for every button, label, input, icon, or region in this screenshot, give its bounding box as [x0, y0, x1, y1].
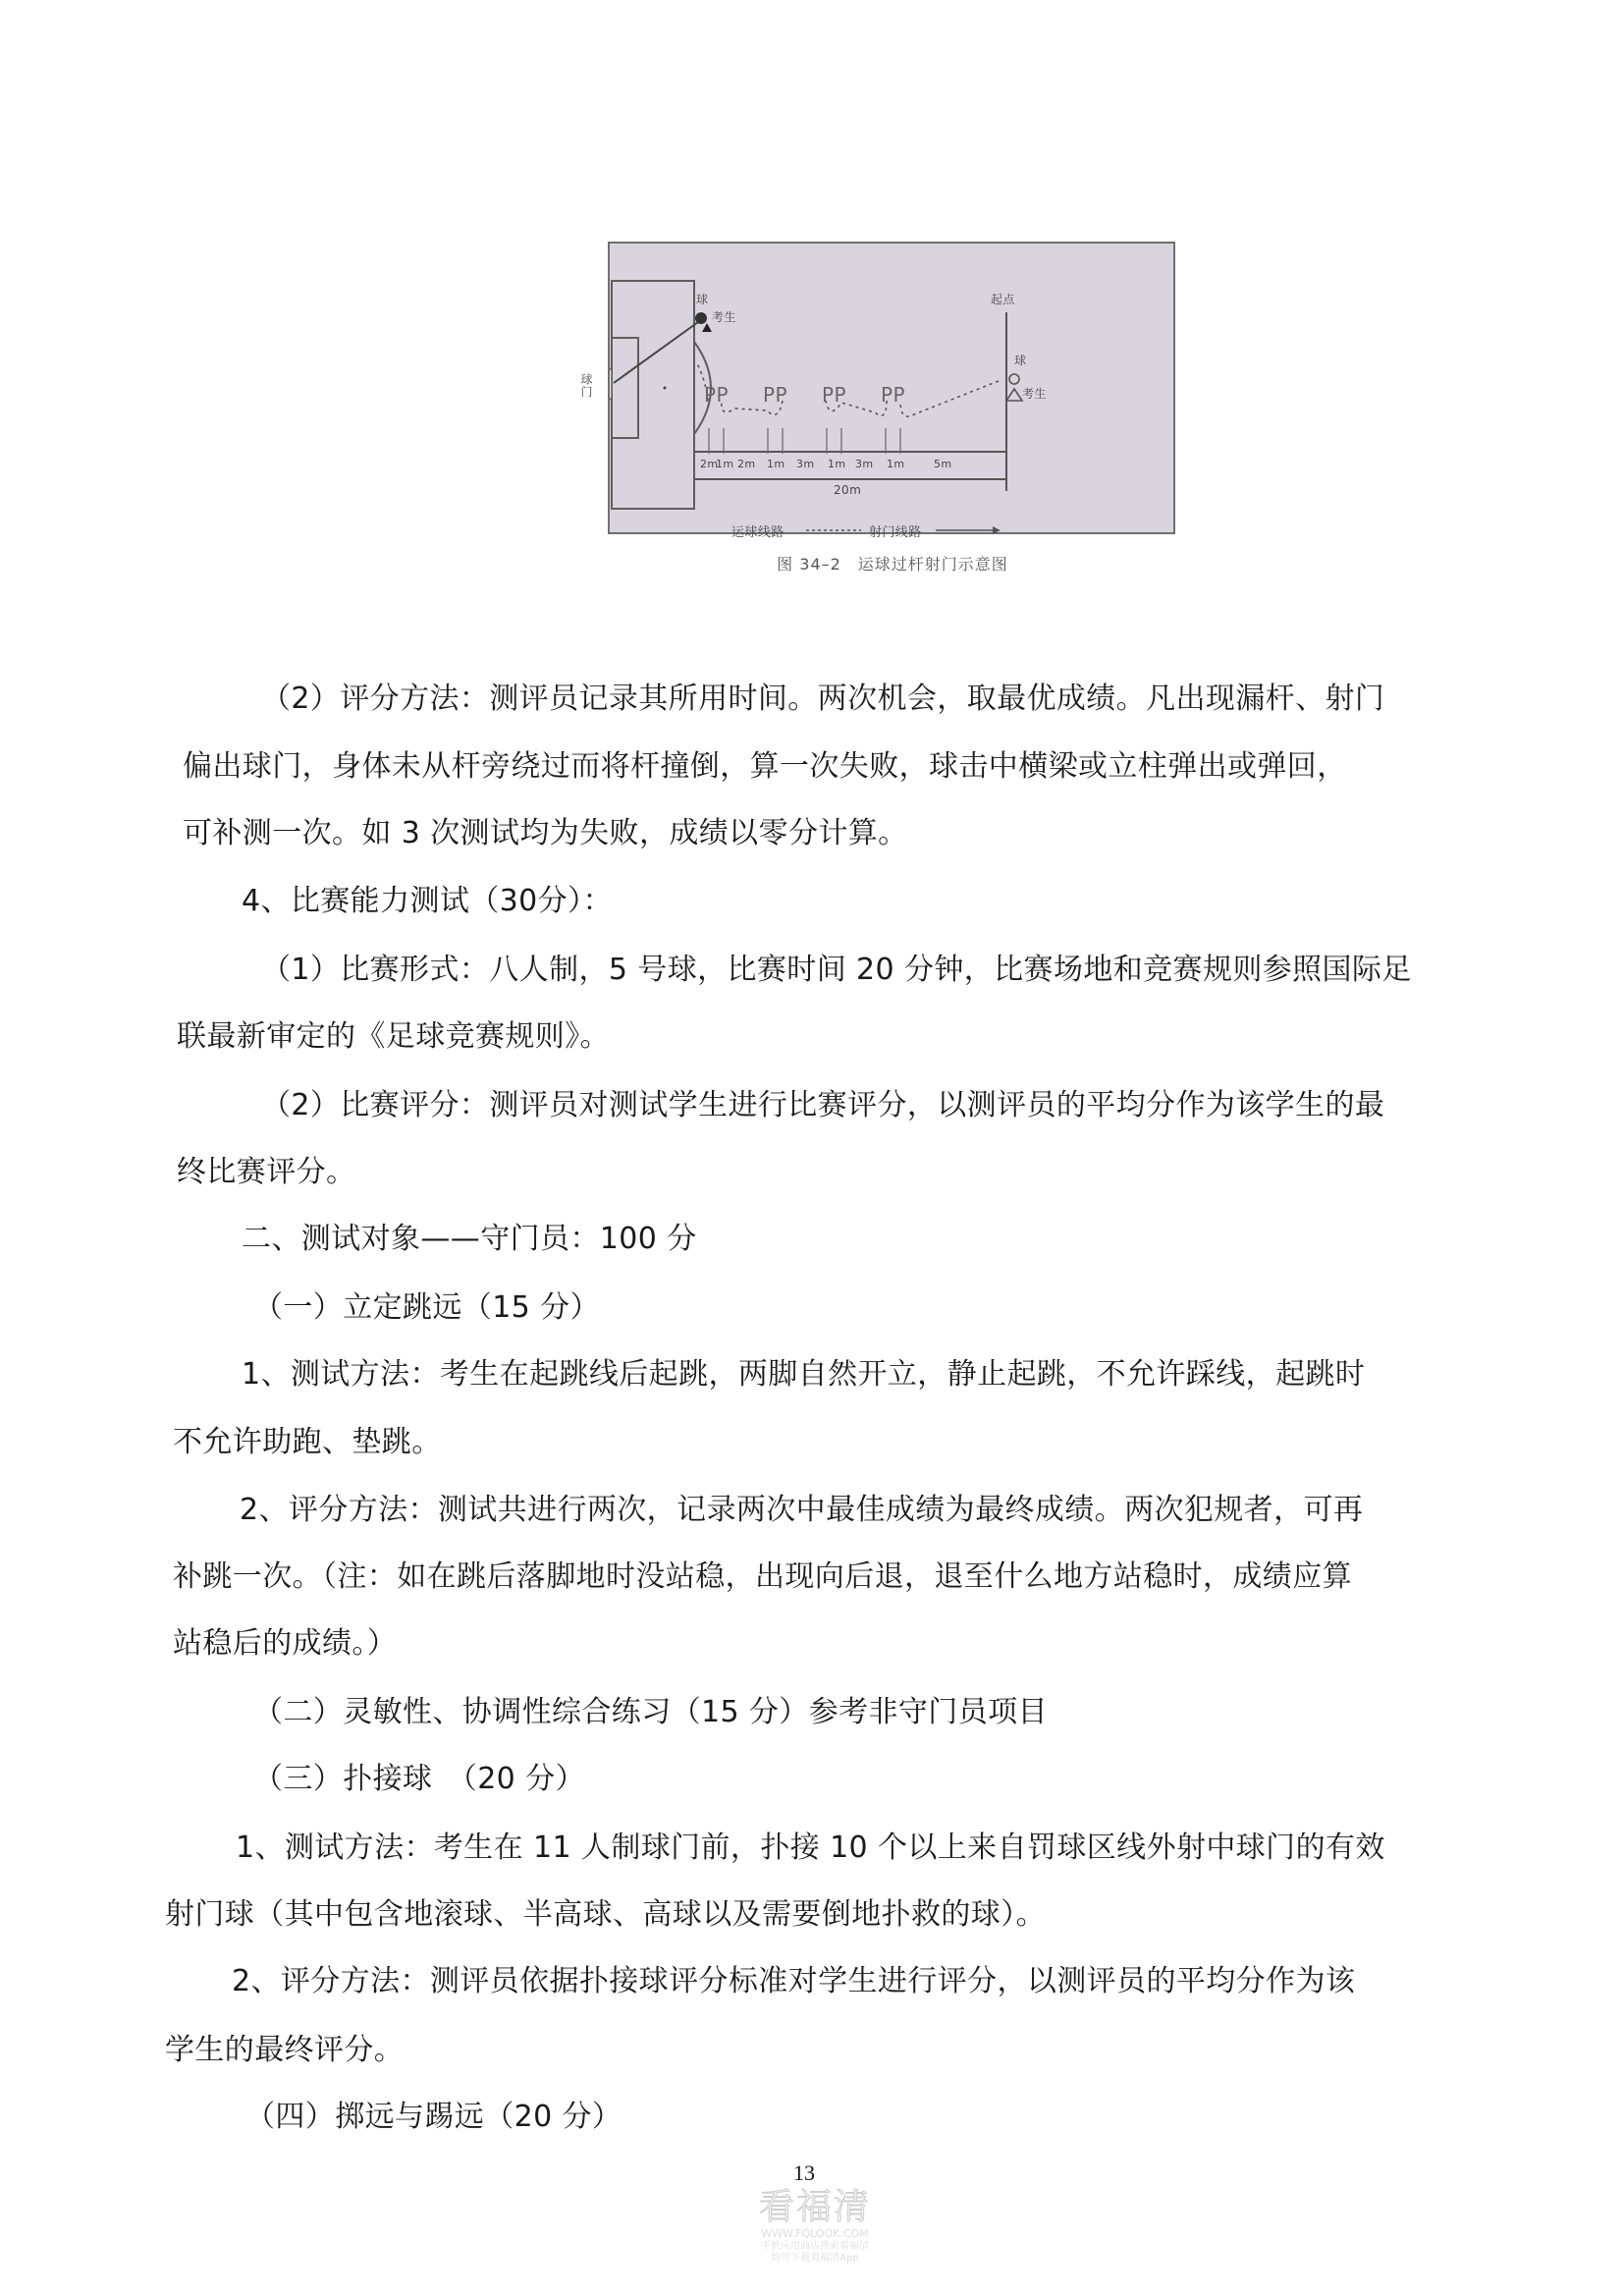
p5-line2: 补跳一次。（注：如在跳后落脚地时没站稳，出现向后退，退至什么地方站稳时，成绩应算	[173, 1559, 1352, 1594]
section-heading-goalkeeper: 二、测试对象——守门员：100 分	[242, 1222, 697, 1256]
legend-dribble: 运球线路	[731, 525, 784, 540]
segment-9: 5m	[934, 458, 952, 470]
pole-pair-1: PP	[704, 383, 729, 407]
subheading-standing-jump: （一）立定跳远（15 分）	[253, 1290, 600, 1325]
pole-pair-2: PP	[763, 383, 787, 407]
p3-line2: 终比赛评分。	[177, 1155, 356, 1189]
ball-label: 球	[696, 293, 709, 306]
player-start-label: 考生	[1022, 387, 1047, 401]
start-label: 起点	[991, 293, 1015, 306]
segment-4: 1m	[767, 458, 785, 470]
watermark-line2: 均可下载看福清App	[771, 2253, 859, 2264]
goal	[610, 369, 612, 399]
p2-line2: 联最新审定的《足球竞赛规则》。	[177, 1019, 610, 1054]
watermark-line1: 手机应用商店搜索看福清	[761, 2241, 869, 2252]
penalty-area	[612, 281, 694, 509]
ball-start-label: 球	[1014, 354, 1027, 367]
p6-line1: 1、测试方法：考生在 11 人制球门前，扑接 10 个以上来自罚球区线外射中球门的有效	[236, 1831, 1385, 1865]
segment-5: 3m	[796, 458, 815, 470]
p1-line3: 可补测一次。如 3 次测试均为失败，成绩以零分计算。	[183, 816, 908, 850]
pole-pair-4: PP	[881, 383, 905, 407]
page-number: 13	[793, 2160, 815, 2185]
segment-8: 1m	[887, 458, 905, 470]
ball-icon	[695, 312, 707, 324]
p4-line2: 不允许助跑、垫跳。	[173, 1425, 442, 1459]
total-distance: 20m	[834, 483, 862, 497]
player-icon	[702, 323, 712, 332]
watermark-url: WWW.FQLOOK.COM	[761, 2227, 869, 2240]
pole-pair-3: PP	[822, 383, 846, 407]
p7-line2: 学生的最终评分。	[165, 2033, 405, 2067]
p7-line1: 2、评分方法：测评员依据扑接球评分标准对学生进行评分，以测评员的平均分作为该	[232, 1964, 1356, 1998]
segment-6: 1m	[828, 458, 846, 470]
ball-start-icon	[1009, 374, 1019, 384]
player-label: 考生	[712, 310, 736, 324]
shoot-line	[614, 322, 698, 383]
p5-line3: 站稳后的成绩。）	[173, 1626, 398, 1661]
subheading-catching: （三）扑接球 （20 分）	[253, 1762, 585, 1796]
p3-line1: （2）比赛评分：测评员对测试学生进行比赛评分，以测评员的平均分作为该学生的最	[261, 1088, 1385, 1122]
section-heading-4: 4、比赛能力测试（30分）：	[242, 884, 613, 918]
legend-shoot: 射门线路	[869, 525, 922, 540]
p5-line1: 2、评分方法：测试共进行两次，记录两次中最佳成绩为最终成绩。两次犯规者，可再	[240, 1493, 1364, 1527]
subheading-throw-kick: （四）掷远与踢远（20 分）	[245, 2100, 622, 2134]
p1-line2: 偏出球门，身体未从杆旁绕过而将杆撞倒，算一次失败，球击中横梁或立柱弹出或弹回，	[183, 749, 1347, 784]
p2-line1: （1）比赛形式：八人制，5 号球，比赛时间 20 分钟，比赛场地和竞赛规则参照国际足	[261, 953, 1412, 987]
segment-3: 2m	[737, 458, 756, 470]
segment-7: 3m	[855, 458, 874, 470]
dribble-path	[696, 361, 999, 416]
figure-caption: 图 34–2 运球过杆射门示意图	[777, 555, 1008, 574]
watermark	[746, 2188, 884, 2265]
segment-1: 2m	[700, 458, 719, 470]
player-start-icon	[1006, 389, 1022, 401]
goal-area	[612, 338, 638, 438]
subheading-agility: （二）灵敏性、协调性综合练习（15 分）参考非守门员项目	[253, 1695, 1048, 1729]
p1-line1: （2）评分方法：测评员记录其所用时间。两次机会，取最优成绩。凡出现漏杆、射门	[261, 682, 1385, 716]
segment-2: 1m	[716, 458, 734, 470]
watermark-title: 看福清	[758, 2187, 871, 2227]
p6-line2: 射门球（其中包含地滚球、半高球、高球以及需要倒地扑救的球）。	[165, 1897, 1046, 1932]
goal-label: 球门	[579, 373, 593, 398]
dribble-shoot-diagram	[579, 242, 1175, 540]
p4-line1: 1、测试方法：考生在起跳线后起跳，两脚自然开立，静止起跳，不允许踩线，起跳时	[242, 1357, 1366, 1392]
